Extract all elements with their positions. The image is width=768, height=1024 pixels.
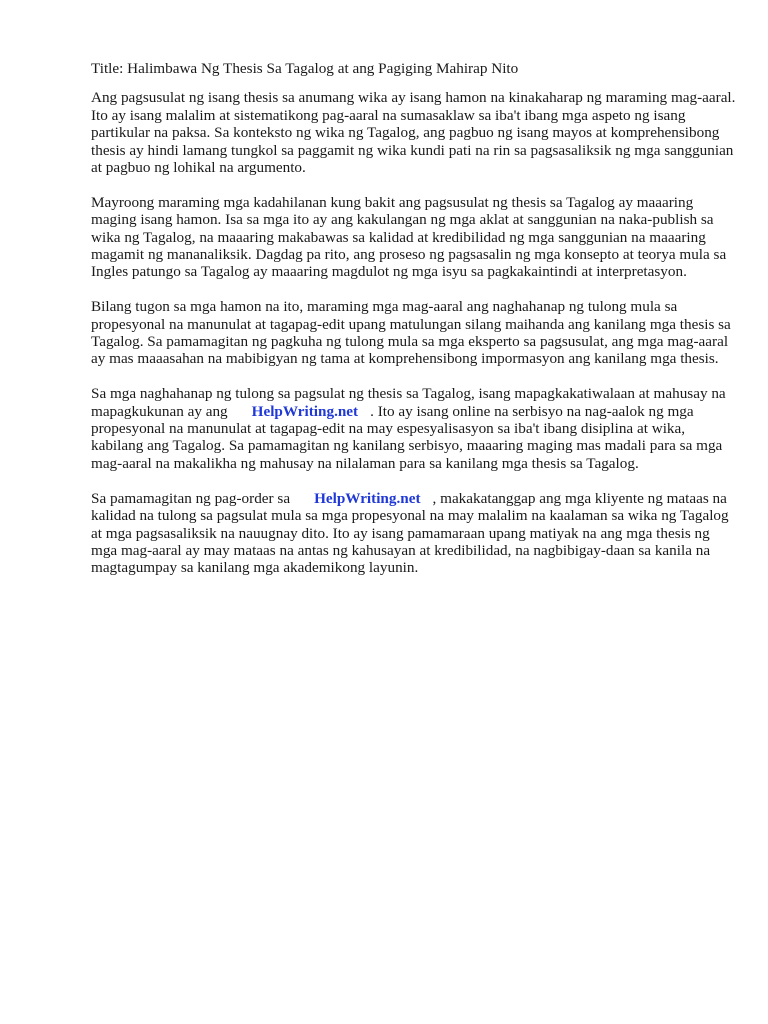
paragraph-4-text-before: Sa mga naghahanap ng tulong sa pagsulat ng thesis sa Tagalog, isang mapagkakatiwalaan at mahusay na mapagkukunan ay ang bbox=[91, 385, 726, 420]
paragraph-3: Bilang tugon sa mga hamon na ito, maraming mga mag-aaral ang naghahanap ng tulong mula sa propesyonal na manunulat at tagapag-edit upang matulungan silang maihanda ang kanilang mga thesis sa Tagalog. Sa pamamagitan ng pagkuha ng tulong mula sa mga eksperto sa pagsusulat, ang mga mag-aaral ay mas maaasahan na mabibigyan ng tama at komprehensibong impormasyon ang kanilang mga thesis. bbox=[91, 298, 731, 368]
paragraph-5-text-before: Sa pamamagitan ng pag-order sa bbox=[91, 489, 291, 507]
paragraph-1: Ang pagsusulat ng isang thesis sa anumang wika ay isang hamon na kinakaharap ng maraming mag-aaral. Ito ay isang malalim at sistematikong pag-aaral na sumasaklaw sa iba't ibang mga aspeto ng isang partikular na paksa. Sa konteksto ng wika ng Tagalog, ang pagbuo ng isang mayos at komprehensibong thesis ay hindi lamang tungkol sa paggamit ng wika kundi pati na rin sa pagsasaliksik ng mga sanggunian at pagbuo ng lohikal na argumento. bbox=[91, 89, 736, 177]
paragraph-2: Mayroong maraming mga kadahilanan kung bakit ang pagsusulat ng thesis sa Tagalog ay maaaring maging isang hamon. Isa sa mga ito ay ang kakulangan ng mga aklat at sanggunian na naka-publish sa wika ng Tagalog, na maaaring makabawas sa kalidad at kredibilidad ng mga sanggunian na maaaring magamit ng mananaliksik. Dagdag pa rito, ang proseso ng pagsasalin ng mga konsepto at teorya mula sa Ingles patungo sa Tagalog ay maaaring magdulot ng mga isyu sa pagkakaintindi at interpretasyon. bbox=[91, 193, 727, 281]
paragraph-4 bbox=[91, 385, 739, 472]
document-page bbox=[91, 60, 739, 594]
document-title: Title: Halimbawa Ng Thesis Sa Tagalog at ang Pagiging Mahirap Nito bbox=[91, 60, 519, 77]
paragraph-5 bbox=[91, 490, 739, 577]
paragraph-4-text-after: . Ito ay isang online na serbisyo na nag-aalok ng mga propesyonal na manunulat at tagapag-edit na may espesyalisasyon sa iba't ibang disiplina at wika, kabilang ang Tagalog. Sa pamamagitan ng kanilang serbisyo, maaaring maging mas madali para sa mga mag-aaral na makalikha ng mahusay na nilalaman para sa kanilang mga thesis sa Tagalog. bbox=[91, 402, 723, 472]
helpwriting-link-2[interactable]: HelpWriting.net bbox=[314, 489, 421, 507]
paragraph-5-text-after: , makakatanggap ang mga kliyente ng mataas na kalidad na tulong sa pagsulat mula sa mga propesyonal na may malalim na kaalaman sa wika ng Tagalog at mga pagsasaliksik na nauugnay dito. Ito ay isang pamamaraan upang matiyak na ang mga thesis ng mga mag-aaral ay may mataas na antas ng kahusayan at kredibilidad, na nagbibigay-daan sa kanila na magtagumpay sa kanilang mga akademikong layunin. bbox=[91, 489, 729, 577]
helpwriting-link-1[interactable]: HelpWriting.net bbox=[251, 402, 359, 420]
